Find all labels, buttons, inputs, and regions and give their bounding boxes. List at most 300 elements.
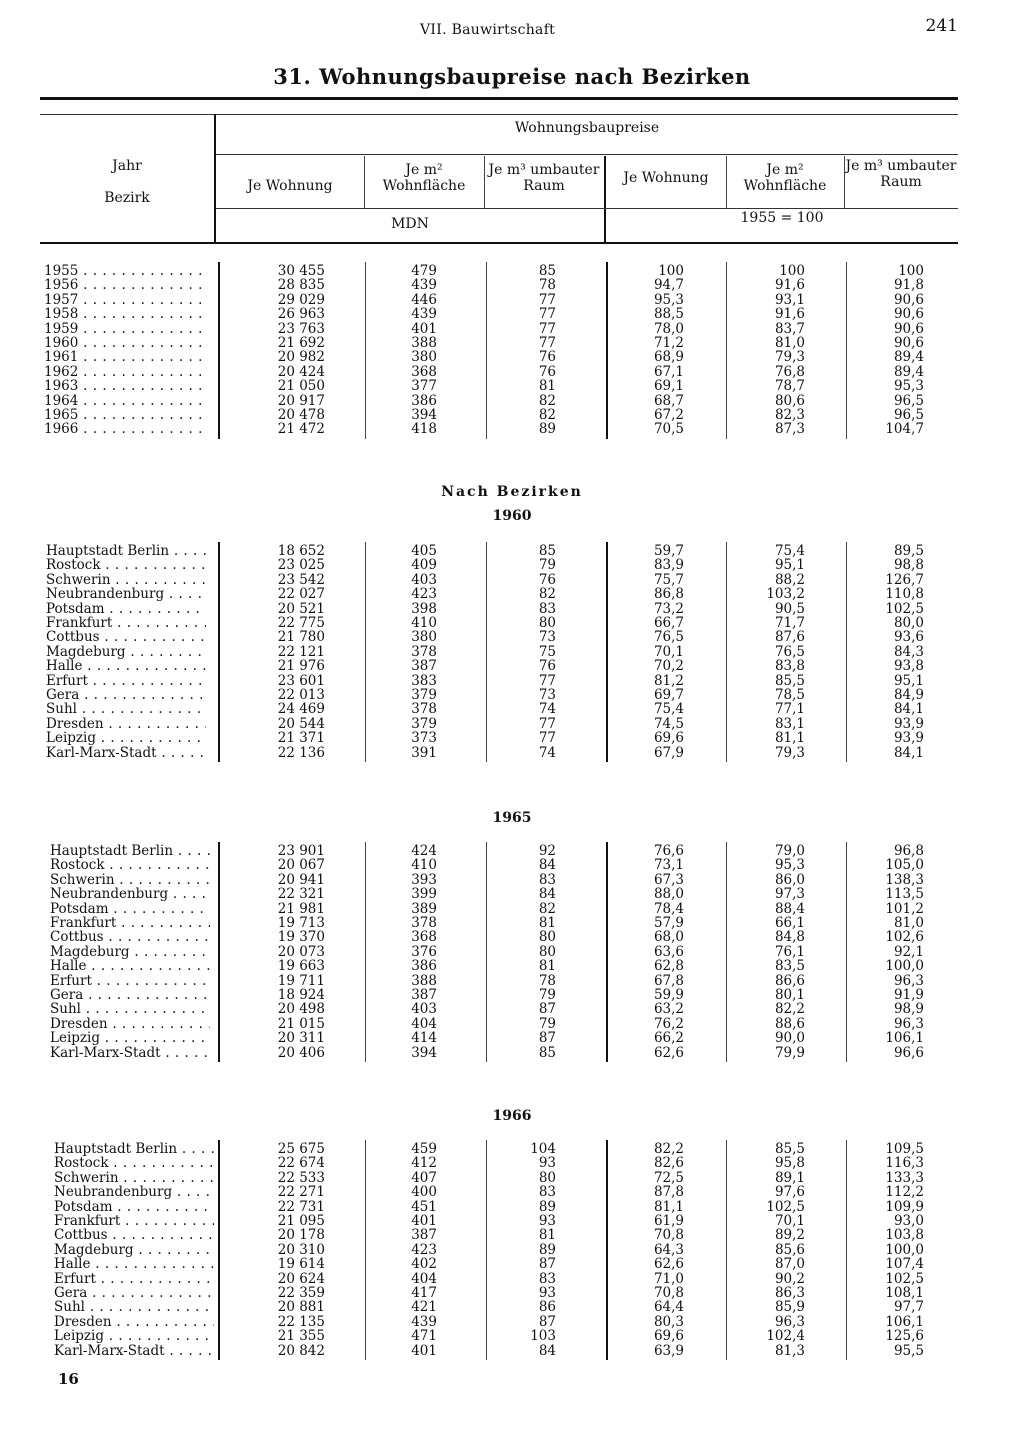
table-row: [0, 1272, 1024, 1286]
row-label: Suhl . . .: [50, 1002, 210, 1016]
cell-value: 22 013: [277, 687, 325, 703]
row-label: Suhl . . .: [54, 1300, 214, 1314]
cell-value: 90,6: [893, 320, 924, 337]
cell-value: 81,3: [774, 1342, 805, 1359]
row-label: Dresden . . .: [46, 717, 206, 731]
table-row: [0, 322, 1024, 336]
cell-value: 83,8: [774, 658, 805, 675]
cell-value: 76: [538, 349, 556, 366]
cell-value: 66,1: [774, 915, 805, 931]
row-label: Magdeburg . . .: [46, 645, 206, 659]
cell-value: 95,3: [653, 291, 684, 308]
cell-value: 414: [411, 1030, 437, 1047]
table-row: [0, 645, 1024, 659]
cell-value: 85: [538, 1044, 556, 1061]
cell-value: 89,2: [774, 1227, 805, 1244]
row-label: Hauptstadt Berlin . . .: [50, 844, 210, 858]
row-label: Erfurt . . .: [50, 974, 210, 988]
column-rule: [846, 1140, 847, 1360]
cell-value: 20 424: [277, 363, 325, 380]
cell-value: 386: [411, 958, 437, 975]
cell-value: 81,1: [774, 730, 805, 747]
col-header-2: Je m² Wohnfläche: [382, 162, 466, 194]
column-rule: [218, 1140, 220, 1360]
cell-value: 78,4: [653, 900, 684, 917]
column-rule: [606, 842, 608, 1062]
cell-value: 391: [411, 744, 437, 761]
cell-value: 68,0: [653, 929, 684, 946]
cell-value: 81: [538, 1227, 556, 1244]
table-row: [0, 1300, 1024, 1314]
row-label: Leipzig . . .: [54, 1329, 214, 1343]
cell-value: 64,4: [653, 1299, 684, 1316]
cell-value: 404: [411, 1270, 437, 1287]
cell-value: 90,2: [774, 1270, 805, 1287]
cell-value: 126,7: [885, 571, 924, 588]
cell-value: 97,3: [774, 886, 805, 903]
unit-rule: [216, 208, 958, 209]
cell-value: 89,4: [893, 349, 924, 366]
cell-value: 85,5: [774, 1141, 805, 1157]
col-divider: [844, 156, 845, 208]
cell-value: 79: [538, 1015, 556, 1032]
table-row: [0, 902, 1024, 916]
cell-value: 409: [411, 557, 437, 574]
row-label: Karl-Marx-Stadt . . .: [54, 1344, 214, 1358]
row-label: Karl-Marx-Stadt . . .: [46, 746, 206, 760]
cell-value: 86,3: [774, 1285, 805, 1301]
cell-value: 403: [411, 1001, 437, 1018]
column-rule: [486, 262, 487, 439]
cell-value: 399: [411, 886, 437, 903]
table-row: [0, 1243, 1024, 1257]
cell-value: 84: [538, 1342, 556, 1359]
cell-value: 67,9: [653, 744, 684, 761]
cell-value: 93,8: [893, 658, 924, 675]
cell-value: 402: [411, 1256, 437, 1273]
cell-value: 107,4: [885, 1256, 924, 1273]
cell-value: 21 371: [277, 730, 325, 747]
cell-value: 80: [538, 615, 556, 631]
cell-value: 89: [538, 1241, 556, 1258]
cell-value: 20 067: [277, 857, 325, 874]
cell-value: 83: [538, 1270, 556, 1287]
column-rule: [486, 842, 487, 1062]
cell-value: 83: [538, 1184, 556, 1201]
row-label: Gera . . .: [46, 688, 206, 702]
table-row: [0, 945, 1024, 959]
cell-value: 22 731: [277, 1198, 325, 1215]
cell-value: 73: [538, 687, 556, 703]
cell-value: 91,6: [774, 306, 805, 323]
cell-value: 100: [779, 263, 805, 279]
cell-value: 72,5: [653, 1169, 684, 1186]
col-divider: [364, 156, 365, 208]
cell-value: 82,2: [653, 1141, 684, 1157]
table-row: [0, 858, 1024, 872]
cell-value: 20 310: [277, 1241, 325, 1258]
unit-mdn: MDN: [391, 216, 429, 232]
cell-value: 401: [411, 1342, 437, 1359]
table-row: [0, 746, 1024, 760]
cell-value: 90,5: [774, 600, 805, 617]
chapter-heading: VII. Bauwirtschaft: [420, 22, 556, 38]
cell-value: 86,8: [653, 586, 684, 603]
cell-value: 80,1: [774, 987, 805, 1003]
cell-value: 95,1: [893, 672, 924, 689]
top-rule: [40, 97, 958, 100]
cell-value: 90,6: [893, 306, 924, 323]
column-rule: [726, 842, 727, 1062]
table-row: [0, 873, 1024, 887]
cell-value: 21 780: [277, 629, 325, 646]
cell-value: 71,7: [774, 615, 805, 631]
row-label: 1962 . . .: [44, 365, 204, 379]
cell-value: 93,9: [893, 715, 924, 732]
cell-value: 75,4: [653, 701, 684, 718]
cell-value: 84,3: [893, 643, 924, 660]
cell-value: 81: [538, 378, 556, 395]
cell-value: 113,5: [885, 886, 924, 903]
col-divider: [726, 156, 727, 208]
row-label: Karl-Marx-Stadt . . .: [50, 1046, 210, 1060]
cell-value: 20 881: [277, 1299, 325, 1316]
cell-value: 380: [411, 629, 437, 646]
table-row: [0, 1046, 1024, 1060]
row-label: 1957 . . .: [44, 293, 204, 307]
cell-value: 76: [538, 363, 556, 380]
cell-value: 82,2: [774, 1001, 805, 1018]
unit-index: 1955 = 100: [740, 210, 824, 226]
cell-value: 23 763: [277, 320, 325, 337]
section-year-1960: 1960: [492, 508, 532, 524]
cell-value: 80: [538, 943, 556, 960]
cell-value: 18 652: [277, 543, 325, 559]
section-year-1965: 1965: [492, 810, 532, 826]
cell-value: 62,8: [653, 958, 684, 975]
cell-value: 394: [411, 1044, 437, 1061]
cell-value: 85: [538, 543, 556, 559]
cell-value: 85,9: [774, 1299, 805, 1316]
cell-value: 22 135: [277, 1313, 325, 1330]
cell-value: 93,6: [893, 629, 924, 646]
cell-value: 69,7: [653, 687, 684, 703]
cell-value: 94,7: [653, 277, 684, 294]
row-label: Gera . . .: [54, 1286, 214, 1300]
cell-value: 93: [538, 1285, 556, 1301]
cell-value: 76,8: [774, 363, 805, 380]
cell-value: 404: [411, 1015, 437, 1032]
cell-value: 423: [411, 586, 437, 603]
cell-value: 95,5: [893, 1342, 924, 1359]
cell-value: 88,0: [653, 886, 684, 903]
row-label: Suhl . . .: [46, 702, 206, 716]
cell-value: 403: [411, 571, 437, 588]
cell-value: 108,1: [885, 1285, 924, 1301]
cell-value: 418: [411, 421, 437, 438]
cell-value: 92,1: [893, 943, 924, 960]
cell-value: 20 406: [277, 1044, 325, 1061]
table-row: [0, 887, 1024, 901]
table-row: [0, 844, 1024, 858]
cell-value: 79,3: [774, 349, 805, 366]
cell-value: 21 355: [277, 1328, 325, 1345]
cell-value: 69,6: [653, 1328, 684, 1345]
cell-value: 386: [411, 392, 437, 409]
cell-value: 87,0: [774, 1256, 805, 1273]
cell-value: 100: [658, 263, 684, 279]
cell-value: 20 498: [277, 1001, 325, 1018]
table-row: [0, 602, 1024, 616]
header-rule: [40, 114, 958, 115]
cell-value: 90,6: [893, 335, 924, 351]
row-label: Neubrandenburg . . .: [54, 1185, 214, 1199]
page-number: 241: [925, 16, 958, 36]
table-row: [0, 350, 1024, 364]
table-row: [0, 616, 1024, 630]
cell-value: 20 941: [277, 871, 325, 888]
table-row: [0, 394, 1024, 408]
cell-value: 70,8: [653, 1285, 684, 1301]
table-row: [0, 1002, 1024, 1016]
section-heading-bezirke: Nach Bezirken: [441, 484, 583, 500]
cell-value: 20 842: [277, 1342, 325, 1359]
cell-value: 20 073: [277, 943, 325, 960]
cell-value: 96,8: [893, 843, 924, 859]
table-row: [0, 1031, 1024, 1045]
cell-value: 79,0: [774, 843, 805, 859]
table-row: [0, 988, 1024, 1002]
row-label: Rostock . . .: [46, 558, 206, 572]
cell-value: 112,2: [885, 1184, 924, 1201]
cell-value: 75: [538, 643, 556, 660]
table-row: [0, 630, 1024, 644]
cell-value: 71,2: [653, 335, 684, 351]
cell-value: 19 711: [277, 972, 325, 989]
cell-value: 79,3: [774, 744, 805, 761]
row-label: Neubrandenburg . . .: [46, 587, 206, 601]
table-row: [0, 278, 1024, 292]
cell-value: 20 544: [277, 715, 325, 732]
cell-value: 78: [538, 972, 556, 989]
cell-value: 378: [411, 915, 437, 931]
cell-value: 20 917: [277, 392, 325, 409]
cell-value: 393: [411, 871, 437, 888]
cell-value: 106,1: [885, 1313, 924, 1330]
cell-value: 76,5: [653, 629, 684, 646]
cell-value: 80,6: [774, 392, 805, 409]
cell-value: 104: [530, 1141, 556, 1157]
cell-value: 73,1: [653, 857, 684, 874]
cell-value: 83: [538, 600, 556, 617]
table-row: [0, 379, 1024, 393]
cell-value: 64,3: [653, 1241, 684, 1258]
cell-value: 91,8: [893, 277, 924, 294]
cell-value: 368: [411, 363, 437, 380]
cell-value: 28 835: [277, 277, 325, 294]
column-rule: [486, 542, 487, 762]
table-row: [0, 1329, 1024, 1343]
row-label: Erfurt . . .: [54, 1272, 214, 1286]
cell-value: 96,6: [893, 1044, 924, 1061]
row-label: Rostock . . .: [50, 858, 210, 872]
cell-value: 67,1: [653, 363, 684, 380]
col-divider: [484, 156, 485, 208]
cell-value: 68,9: [653, 349, 684, 366]
cell-value: 61,9: [653, 1213, 684, 1229]
cell-value: 377: [411, 378, 437, 395]
row-label: 1955 . . .: [44, 264, 204, 278]
cell-value: 84: [538, 886, 556, 903]
cell-value: 77: [538, 306, 556, 323]
cell-value: 83,9: [653, 557, 684, 574]
cell-value: 102,5: [885, 1270, 924, 1287]
cell-value: 95,1: [774, 557, 805, 574]
cell-value: 74: [538, 701, 556, 718]
cell-value: 104,7: [885, 421, 924, 438]
column-rule: [726, 542, 727, 762]
cell-value: 21 095: [277, 1213, 325, 1229]
cell-value: 84,8: [774, 929, 805, 946]
col-header-4: Je Wohnung: [623, 170, 709, 186]
row-label: Frankfurt . . .: [50, 916, 210, 930]
cell-value: 67,8: [653, 972, 684, 989]
row-label: Frankfurt . . .: [46, 616, 206, 630]
cell-value: 102,6: [885, 929, 924, 946]
cell-value: 90,6: [893, 291, 924, 308]
cell-value: 91,6: [774, 277, 805, 294]
cell-value: 18 924: [277, 987, 325, 1003]
row-label: Leipzig . . .: [50, 1031, 210, 1045]
cell-value: 98,9: [893, 1001, 924, 1018]
cell-value: 92: [538, 843, 556, 859]
table-row: [0, 307, 1024, 321]
cell-value: 88,2: [774, 571, 805, 588]
cell-value: 57,9: [653, 915, 684, 931]
cell-value: 70,2: [653, 658, 684, 675]
cell-value: 83,7: [774, 320, 805, 337]
cell-value: 76: [538, 571, 556, 588]
column-rule: [365, 842, 366, 1062]
cell-value: 21 472: [277, 421, 325, 438]
table-row: [0, 1344, 1024, 1358]
table-row: [0, 1017, 1024, 1031]
cell-value: 98,8: [893, 557, 924, 574]
cell-value: 109,5: [885, 1141, 924, 1157]
cell-value: 78,5: [774, 687, 805, 703]
cell-value: 93: [538, 1155, 556, 1172]
cell-value: 70,8: [653, 1227, 684, 1244]
cell-value: 21 050: [277, 378, 325, 395]
cell-value: 97,6: [774, 1184, 805, 1201]
column-rule: [365, 542, 366, 762]
cell-value: 79,9: [774, 1044, 805, 1061]
cell-value: 423: [411, 1241, 437, 1258]
cell-value: 63,9: [653, 1342, 684, 1359]
cell-value: 110,8: [885, 586, 924, 603]
col-divider-main: [604, 156, 606, 244]
table-row: [0, 1286, 1024, 1300]
row-label: Erfurt . . .: [46, 674, 206, 688]
cell-value: 76: [538, 658, 556, 675]
col-header-5: Je m² Wohnfläche: [743, 162, 827, 194]
cell-value: 76,2: [653, 1015, 684, 1032]
cell-value: 103,8: [885, 1227, 924, 1244]
row-label: Magdeburg . . .: [54, 1243, 214, 1257]
cell-value: 93,0: [893, 1213, 924, 1229]
cell-value: 95,8: [774, 1155, 805, 1172]
cell-value: 82,6: [653, 1155, 684, 1172]
cell-value: 96,5: [893, 392, 924, 409]
cell-value: 89,1: [774, 1169, 805, 1186]
column-rule: [365, 1140, 366, 1360]
cell-value: 59,7: [653, 543, 684, 559]
row-label: Leipzig . . .: [46, 731, 206, 745]
cell-value: 20 624: [277, 1270, 325, 1287]
cell-value: 71,0: [653, 1270, 684, 1287]
cell-value: 25 675: [277, 1141, 325, 1157]
cell-value: 100: [898, 263, 924, 279]
cell-value: 451: [411, 1198, 437, 1215]
cell-value: 79: [538, 987, 556, 1003]
row-label: 1964 . . .: [44, 394, 204, 408]
column-rule: [606, 542, 608, 762]
group-rule: [216, 154, 958, 155]
cell-value: 83,1: [774, 715, 805, 732]
cell-value: 22 359: [277, 1285, 325, 1301]
cell-value: 79: [538, 557, 556, 574]
cell-value: 85: [538, 263, 556, 279]
row-label: Hauptstadt Berlin . . .: [54, 1142, 214, 1156]
cell-value: 87: [538, 1030, 556, 1047]
row-label: Hauptstadt Berlin . . .: [46, 544, 206, 558]
cell-value: 87,8: [653, 1184, 684, 1201]
row-label: 1961 . . .: [44, 350, 204, 364]
cell-value: 66,7: [653, 615, 684, 631]
cell-value: 388: [411, 335, 437, 351]
cell-value: 379: [411, 715, 437, 732]
cell-value: 73,2: [653, 600, 684, 617]
cell-value: 81,0: [893, 915, 924, 931]
cell-value: 77: [538, 715, 556, 732]
row-label: Dresden . . .: [54, 1315, 214, 1329]
cell-value: 82: [538, 586, 556, 603]
row-label: 1956 . . .: [44, 278, 204, 292]
cell-value: 439: [411, 306, 437, 323]
table-row: [0, 674, 1024, 688]
cell-value: 394: [411, 407, 437, 423]
cell-value: 116,3: [885, 1155, 924, 1172]
table-row: [0, 544, 1024, 558]
cell-value: 63,2: [653, 1001, 684, 1018]
row-label: Rostock . . .: [54, 1156, 214, 1170]
table-row: [0, 1228, 1024, 1242]
cell-value: 59,9: [653, 987, 684, 1003]
cell-value: 20 521: [277, 600, 325, 617]
cell-value: 19 370: [277, 929, 325, 946]
cell-value: 30 455: [277, 263, 325, 279]
group-header: Wohnungsbaupreise: [514, 120, 660, 136]
row-label: Gera . . .: [50, 988, 210, 1002]
section-year-1966: 1966: [492, 1108, 532, 1124]
cell-value: 19 713: [277, 915, 325, 931]
cell-value: 87: [538, 1313, 556, 1330]
cell-value: 97,7: [893, 1299, 924, 1316]
cell-value: 81: [538, 958, 556, 975]
cell-value: 90,0: [774, 1030, 805, 1047]
cell-value: 410: [411, 857, 437, 874]
cell-value: 78,7: [774, 378, 805, 395]
